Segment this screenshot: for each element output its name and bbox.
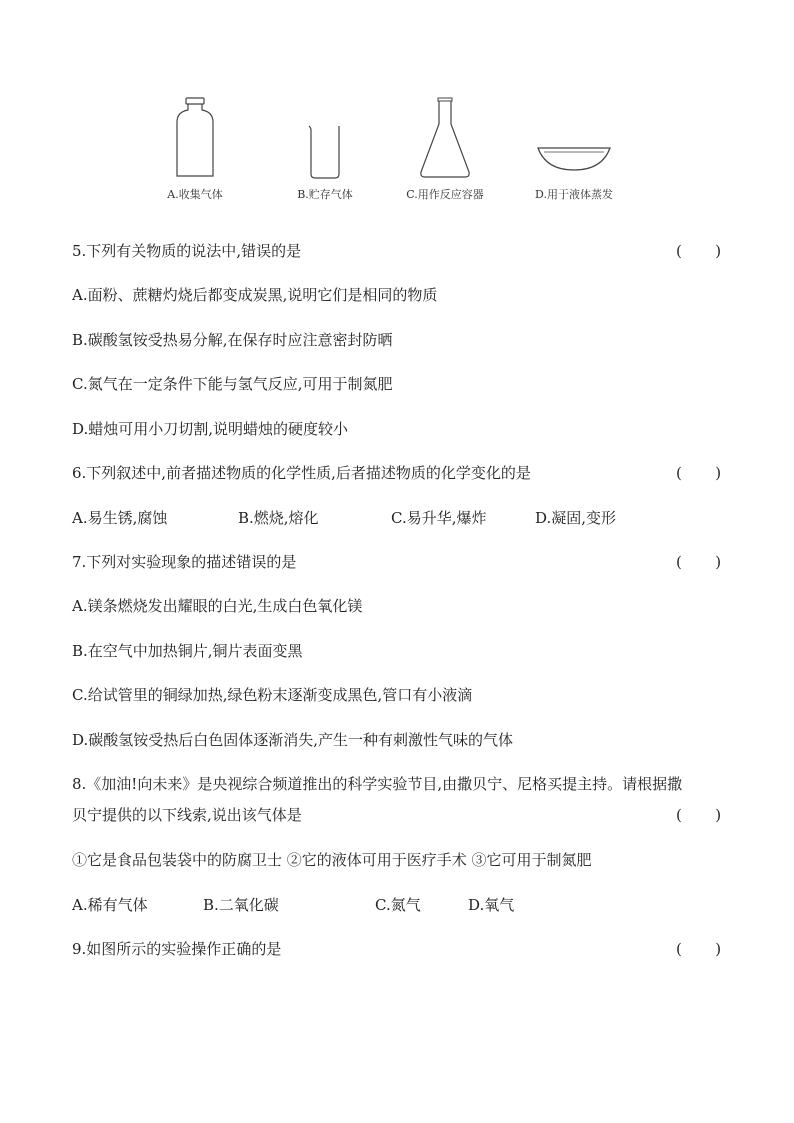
question-8-stem: 8.《加油!向未来》是央视综合频道推出的科学实验节目,由撒贝宁、尼格买提主持。请根据撒 [72,775,683,793]
apparatus-figure [0,96,794,216]
question-5-option-c: C.氮气在一定条件下能与氢气反应,可用于制氮肥 [72,375,393,393]
apparatus-caption: A.收集气体 [167,188,223,201]
question-5-option-b: B.碳酸氢铵受热易分解,在保存时应注意密封防晒 [72,331,393,349]
apparatus-a [160,96,230,202]
question-8-option-c: C.氮气 [375,896,421,914]
question-8-option-b: B.二氧化碳 [203,896,279,914]
question-8-option-d: D.氧气 [468,896,515,914]
question-7-option-c: C.给试管里的铜绿加热,绿色粉末逐渐变成黑色,管口有小液滴 [72,686,473,704]
apparatus-caption: C.用作反应容器 [406,188,484,201]
question-7-option-b: B.在空气中加热铜片,铜片表面变黑 [72,642,303,660]
question-9-stem: 9.如图所示的实验操作正确的是 [72,940,282,958]
question-6-option-c: C.易升华,爆炸 [391,509,487,527]
apparatus-d [522,96,626,202]
question-6-option-b: B.燃烧,熔化 [238,509,319,527]
evaporating-dish-icon [536,96,612,180]
question-7-option-a: A.镁条燃烧发出耀眼的白光,生成白色氧化镁 [72,597,363,615]
answer-blank: ( ) [676,940,722,958]
apparatus-caption: D.用于液体蒸发 [535,188,613,201]
apparatus-c [400,96,490,202]
question-6-option-d: D.凝固,变形 [535,509,617,527]
wide-mouth-bottle-icon [173,96,217,180]
question-5-stem: 5.下列有关物质的说法中,错误的是 [72,242,302,260]
question-6-option-a: A.易生锈,腐蚀 [72,509,168,527]
beaker-icon [305,96,345,180]
question-8-clues: ①它是食品包装袋中的防腐卫士 ②它的液体可用于医疗手术 ③它可用于制氮肥 [72,851,592,869]
question-5-option-d: D.蜡烛可用小刀切割,说明蜡烛的硬度较小 [72,420,349,438]
question-7-stem: 7.下列对实验现象的描述错误的是 [72,553,297,571]
question-8-stem-continued: 贝宁提供的以下线索,说出该气体是 [72,806,302,824]
answer-blank: ( ) [676,806,722,824]
question-5-option-a: A.面粉、蔗糖灼烧后都变成炭黑,说明它们是相同的物质 [72,286,438,304]
answer-blank: ( ) [676,464,722,482]
question-8-option-a: A.稀有气体 [72,896,148,914]
answer-blank: ( ) [676,242,722,260]
question-7-option-d: D.碳酸氢铵受热后白色固体逐渐消失,产生一种有刺激性气味的气体 [72,731,514,749]
apparatus-caption: B.贮存气体 [297,188,353,201]
apparatus-b [285,96,365,202]
answer-blank: ( ) [676,553,722,571]
conical-flask-icon [417,96,473,180]
question-6-stem: 6.下列叙述中,前者描述物质的化学性质,后者描述物质的化学变化的是 [72,464,531,482]
